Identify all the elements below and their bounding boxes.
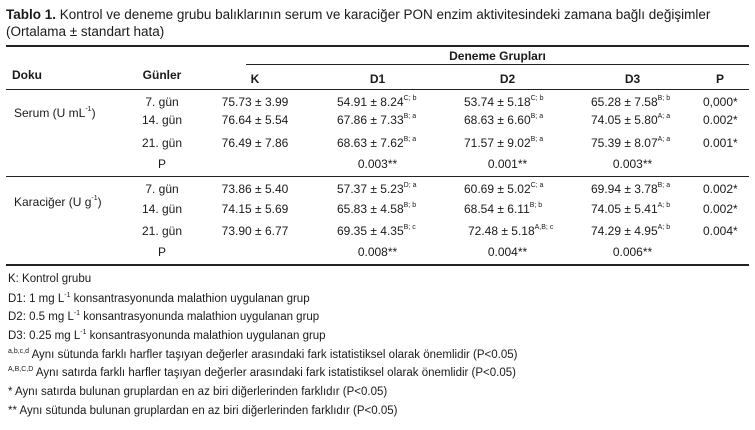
- liver-label: Karaciğer (U $g^{-1}$): [14, 195, 102, 209]
- header-d3: D3: [624, 72, 641, 86]
- note-d1: D1: 1 mg $L^{-1}$ konsantrasyonunda malathion uygulanan grup: [8, 292, 310, 305]
- section-rule: [6, 176, 749, 177]
- group-rule: [246, 64, 749, 65]
- bottom-rule: [6, 264, 749, 266]
- header-doku: Doku: [12, 68, 42, 82]
- note-d2: D2: 0.5 mg $L^{-1}$ konsantrasyonunda malathion uygulanan grup: [8, 310, 320, 323]
- header-gunler: Günler: [142, 68, 182, 82]
- caption-label: Tablo 1.: [6, 7, 57, 22]
- top-rule: [6, 45, 749, 47]
- note-d3: D3: 0.25 mg $L^{-1}$ konsantrasyonunda malathion uygulanan grup: [8, 329, 326, 342]
- note-double-star: ** Aynı sütunda bulunan gruplardan en az biri diğerlerinden farklıdır (P<0.05): [8, 405, 398, 417]
- serum-label: Serum (U $mL^{-1}$): [14, 106, 96, 120]
- note-uppercase-letters: $^{A,B,C,D}$ Aynı satırda farklı harfler taşıyan değerler arasındaki fark istatistiksel olarak önemlidir (P<0.05): [8, 366, 516, 379]
- caption-subtext: (Ortalama ± standart hata): [6, 24, 165, 39]
- header-rule: [6, 89, 749, 90]
- header-group-label: Deneme Grupları: [449, 49, 546, 63]
- header-k: K: [250, 72, 260, 86]
- note-k: K: Kontrol grubu: [8, 273, 92, 285]
- table-caption: [6, 6, 746, 40]
- header-d2: D2: [499, 72, 516, 86]
- note-lowercase-letters: $^{a,b,c,d}$ Aynı sütunda farklı harfler taşıyan değerler arasındaki fark istatistiksel olarak önemlidir (P<0.05): [8, 348, 518, 361]
- header-p: P: [715, 72, 724, 86]
- header-d1: D1: [369, 72, 386, 86]
- caption-text: Kontrol ve deneme grubu balıklarının serum ve karaciğer PON enzim aktivitesindeki zamana bağlı değişimler: [56, 7, 711, 22]
- note-single-star: * Aynı satırda bulunan gruplardan en az biri diğerlerinden farklıdır (P<0.05): [8, 386, 388, 398]
